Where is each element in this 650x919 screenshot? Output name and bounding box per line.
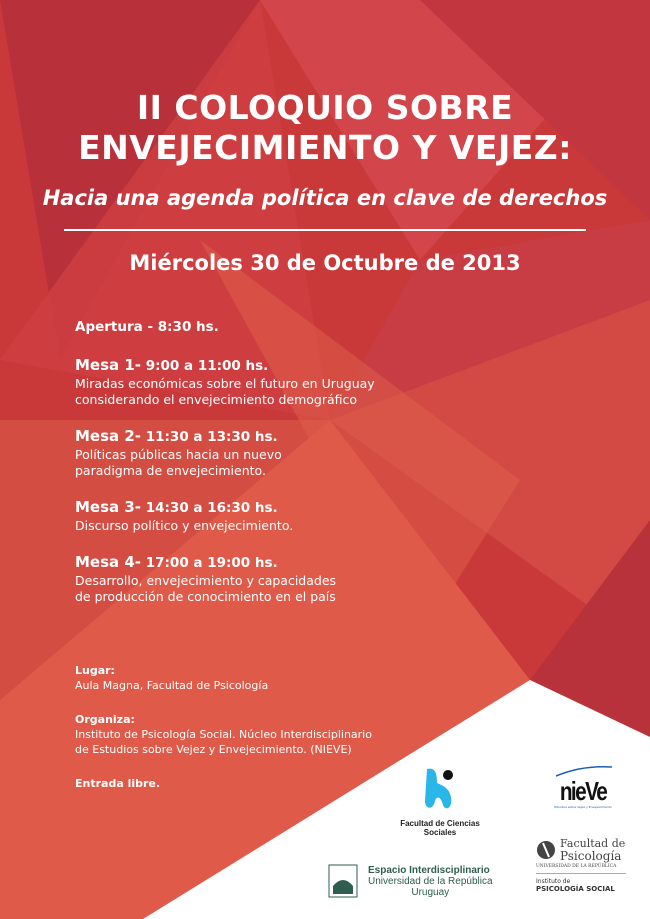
program-heading: Mesa 2- — [75, 427, 142, 445]
psicologia-mark-icon — [536, 840, 556, 860]
program-line: Discurso político y envejecimiento. — [75, 518, 294, 533]
program-item-apertura — [75, 318, 375, 337]
program-time: 14:30 a 16:30 hs. — [145, 500, 278, 516]
title-line-2: ENVEJECIMIENTO Y VEJEZ: — [78, 128, 572, 167]
program-time: 9:00 a 11:00 hs. — [145, 358, 269, 374]
divider — [64, 229, 586, 231]
event-info — [75, 663, 372, 791]
organiza-line: Instituto de Psicología Social. Núcleo Interdisciplinario — [75, 728, 372, 741]
entrada-libre: Entrada libre. — [75, 777, 161, 790]
program-line: Políticas públicas hacia un nuevo — [75, 447, 282, 462]
program-line: paradigma de envejecimiento. — [75, 463, 266, 478]
program-line: Miradas económicas sobre el futuro en Uruguay — [75, 376, 375, 391]
program-time: 17:00 a 19:00 hs. — [145, 555, 278, 571]
event-date: Miércoles 30 de Octubre de 2013 — [129, 251, 521, 275]
nieve-wordmark: nieVe — [559, 776, 607, 806]
nieve-logo — [552, 765, 614, 809]
instituto-line-1: Instituto de — [536, 878, 571, 885]
divider — [536, 873, 626, 874]
psicologia-logo — [536, 838, 626, 893]
lugar-label: Lugar: — [75, 664, 115, 677]
psicologia-line-1: Facultad de — [560, 837, 626, 850]
program-line: Desarrollo, envejecimiento y capacidades — [75, 573, 337, 588]
fcs-mark-icon — [415, 765, 465, 815]
program-line: de producción de conocimiento en el país — [75, 589, 336, 604]
ei-line-2: Universidad de la República — [368, 875, 493, 887]
organiza-line: de Estudios sobre Vejez y Envejecimiento. (NIEVE) — [75, 743, 352, 756]
program-line: considerando el envejecimiento demográfico — [75, 392, 358, 407]
program-item-mesa-1 — [75, 356, 375, 408]
program-item-mesa-4 — [75, 553, 375, 605]
program-heading: Mesa 3- — [75, 498, 142, 516]
espacio-interdisciplinario-logo — [328, 864, 493, 898]
ei-line-3: Uruguay — [411, 886, 450, 898]
poster-subtitle: Hacia una agenda política en clave de derechos — [42, 186, 608, 210]
building-icon — [328, 864, 358, 898]
title-line-1: II COLOQUIO SOBRE — [136, 88, 514, 127]
instituto-line-2: PSICOLOGÍA SOCIAL — [536, 885, 615, 893]
lugar-value: Aula Magna, Facultad de Psicología — [75, 679, 269, 692]
program-time: 11:30 a 13:30 hs. — [145, 429, 278, 445]
nieve-tagline: Estudios sobre Vejez y Envejecimiento — [554, 805, 612, 809]
psicologia-line-3: UNIVERSIDAD DE LA REPÚBLICA — [536, 864, 617, 869]
poster-title — [0, 88, 650, 168]
program — [75, 318, 375, 624]
program-item-mesa-3 — [75, 498, 375, 534]
program-heading: Mesa 4- — [75, 553, 142, 571]
program-heading: Apertura - 8:30 hs. — [75, 319, 219, 335]
psicologia-line-2: Psicología — [560, 849, 622, 863]
organiza-label: Organiza: — [75, 713, 135, 726]
ei-line-1: Espacio Interdisciplinario — [368, 864, 490, 876]
fcs-label: Facultad de Ciencias Sociales — [400, 819, 480, 837]
program-item-mesa-2 — [75, 427, 375, 479]
fcs-logo — [385, 765, 495, 837]
program-heading: Mesa 1- — [75, 356, 142, 374]
